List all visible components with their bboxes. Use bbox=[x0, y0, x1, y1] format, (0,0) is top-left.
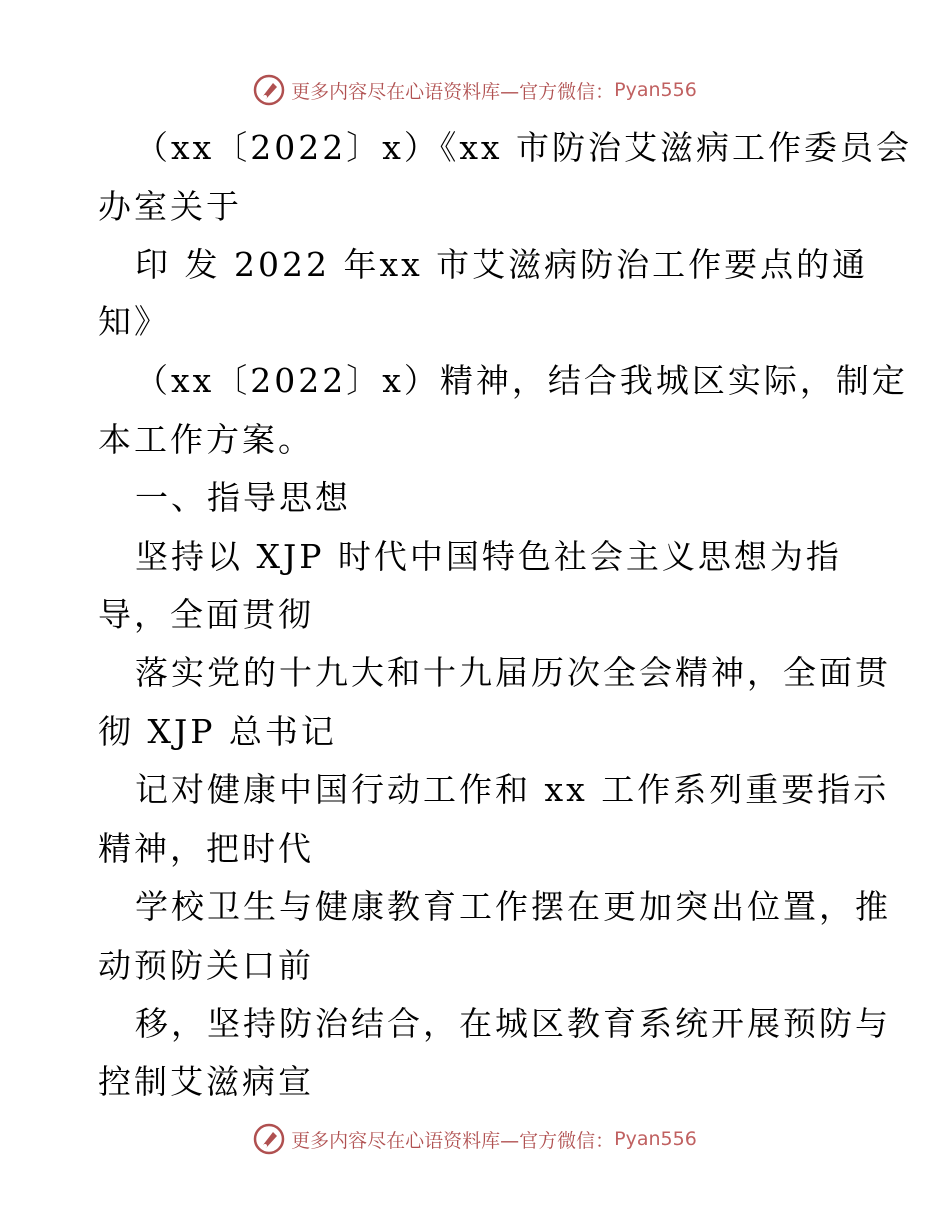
text-line: 本工作方案。 bbox=[98, 420, 314, 459]
text-line: 印 发 2022 年xx 市艾滋病防治工作要点的通 bbox=[135, 245, 869, 284]
text-line: 知》 bbox=[98, 302, 170, 341]
footer-watermark bbox=[0, 1123, 950, 1155]
text-line: 学校卫生与健康教育工作摆在更加突出位置，推 bbox=[135, 887, 891, 926]
text-line: 记对健康中国行动工作和 xx 工作系列重要指示 bbox=[135, 770, 890, 809]
text-line: 精神，把时代 bbox=[98, 829, 314, 868]
text-line: 移，坚持防治结合，在城区教育系统开展预防与 bbox=[135, 1004, 891, 1043]
text-line: 彻 XJP 总书记 bbox=[98, 712, 337, 751]
text-line: 办室关于 bbox=[98, 187, 242, 226]
watermark-wechat-id: Pyan556 bbox=[614, 1128, 697, 1150]
watermark-wechat-id: Pyan556 bbox=[614, 79, 697, 101]
watermark-text: 更多内容尽在心语资料库—官方微信： bbox=[291, 80, 615, 103]
pen-nib-logo-icon bbox=[253, 1123, 285, 1155]
text-line: （xx〔2022〕x）精神，结合我城区实际，制定 bbox=[135, 361, 908, 400]
text-line: 坚持以 XJP 时代中国特色社会主义思想为指 bbox=[135, 537, 842, 576]
text-line: 落实党的十九大和十九届历次全会精神，全面贯 bbox=[135, 653, 891, 692]
text-line: 控制艾滋病宣 bbox=[98, 1062, 314, 1101]
text-line: 动预防关口前 bbox=[98, 946, 314, 985]
pen-nib-logo-icon bbox=[253, 74, 285, 106]
text-line: （xx〔2022〕x）《xx 市防治艾滋病工作委员会 bbox=[135, 128, 913, 167]
section-heading: 一、指导思想 bbox=[135, 478, 351, 517]
watermark-text: 更多内容尽在心语资料库—官方微信： bbox=[291, 1129, 615, 1152]
text-line: 导，全面贯彻 bbox=[98, 595, 314, 634]
header-watermark bbox=[0, 74, 950, 106]
